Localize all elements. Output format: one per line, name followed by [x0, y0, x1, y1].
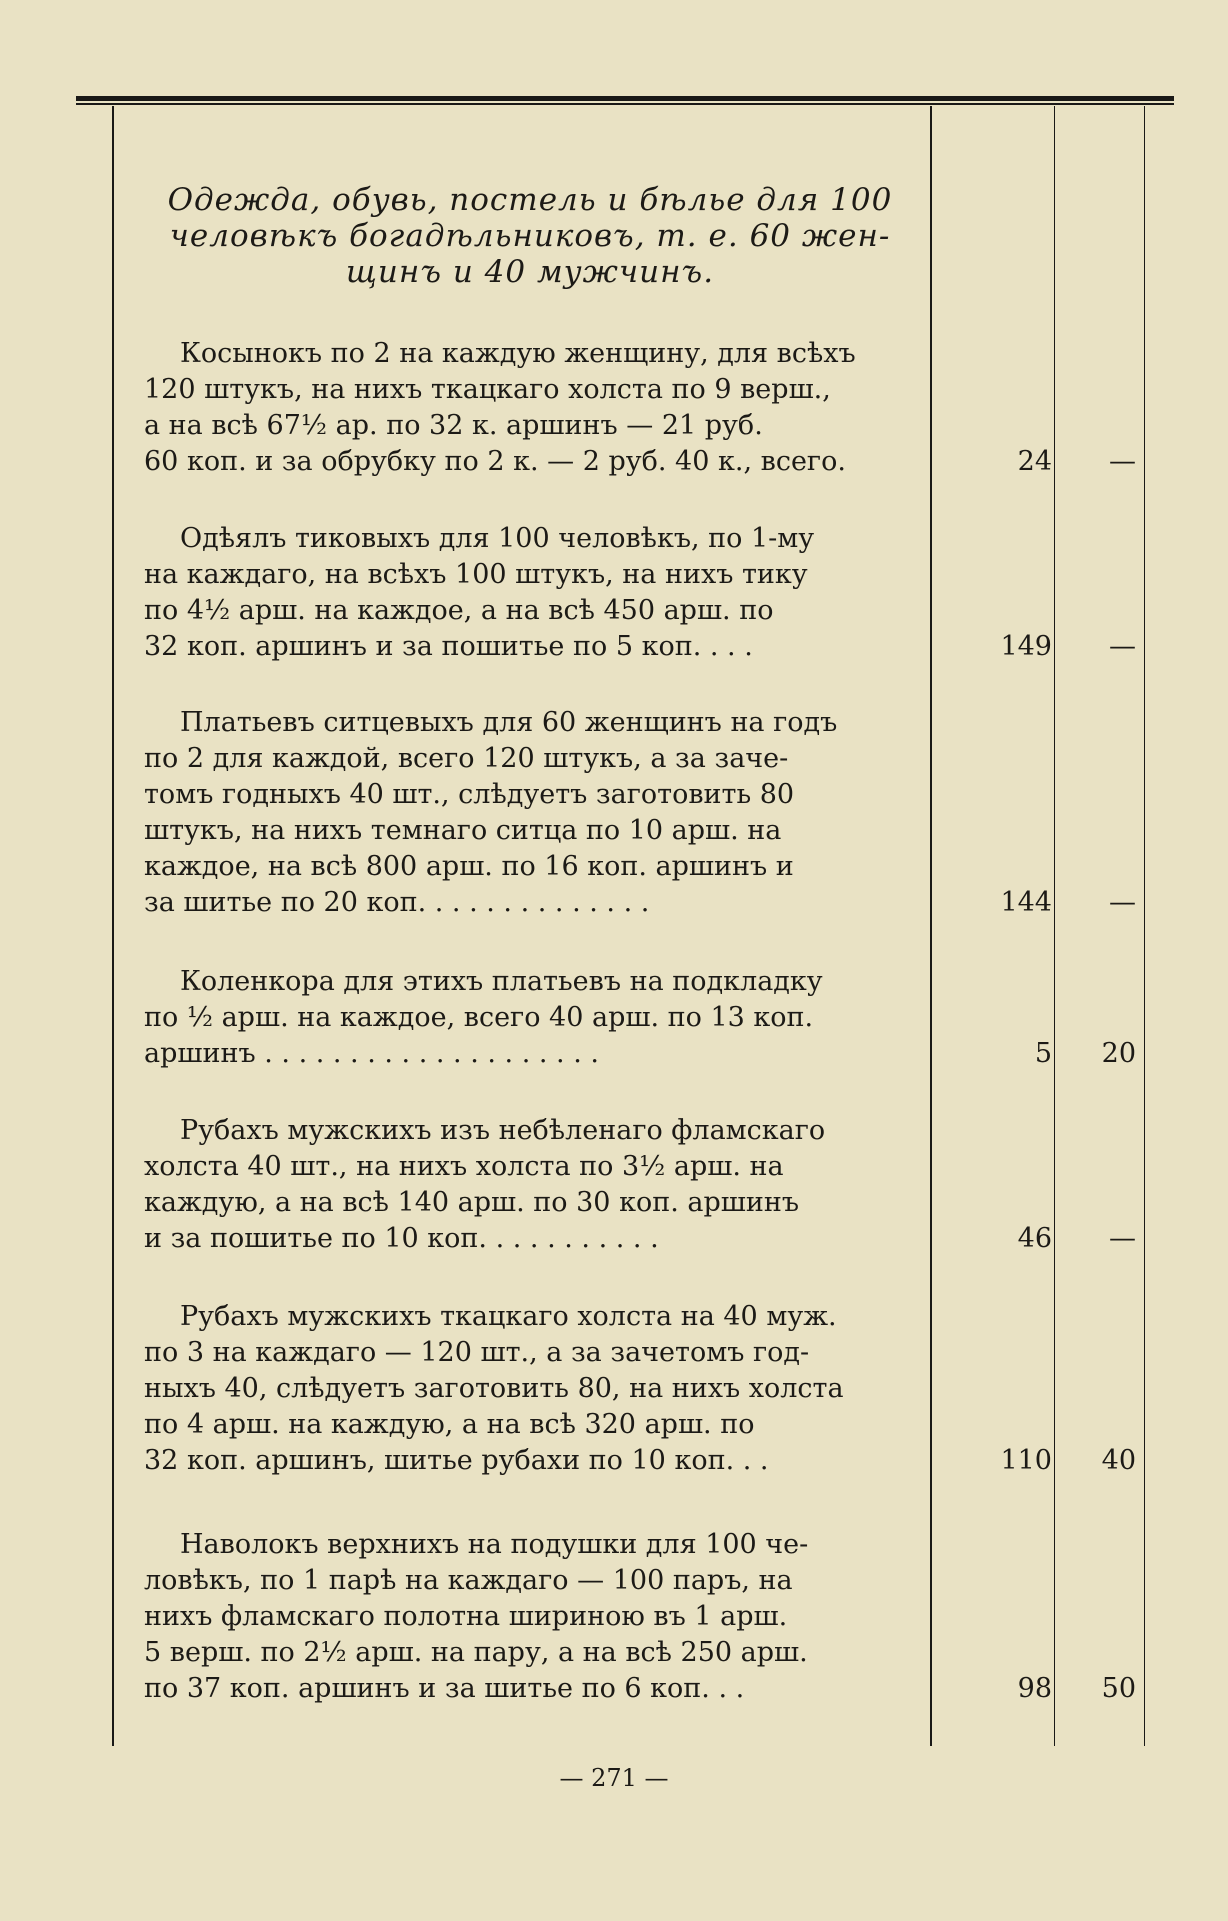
entry-line: 120 штукъ, на нихъ ткацкаго холста по 9 верш., — [144, 374, 831, 405]
entry-line: на каждаго, на всѣхъ 100 штукъ, на нихъ тику — [144, 559, 808, 590]
entry-line: Рубахъ мужскихъ ткацкаго холста на 40 муж. — [180, 1301, 837, 1332]
entry-line: нихъ фламскаго полотна шириною въ 1 арш. — [144, 1601, 788, 1632]
amount-rubles: 98 — [1017, 1673, 1052, 1704]
entry-line: по 4½ арш. на каждое, а на всѣ 450 арш. по — [144, 595, 774, 626]
heading-line: человѣкъ богадѣльниковъ, т. е. 60 жен- — [169, 218, 891, 254]
ledger-entry — [144, 336, 910, 480]
ledger-entry — [144, 1299, 910, 1479]
amount-kopeks: 40 — [1101, 1445, 1136, 1476]
entry-line: ныхъ 40, слѣдуетъ заготовить 80, на нихъ холста — [144, 1373, 844, 1404]
kopek-column-rule — [1054, 106, 1055, 1746]
amount-kopeks: — — [1109, 887, 1136, 918]
amount-rubles: 149 — [1000, 631, 1052, 662]
ruble-column-rule — [930, 106, 932, 1746]
entry-line: томъ годныхъ 40 шт., слѣдуетъ заготовить 80 — [144, 779, 795, 810]
entry-line: ловѣкъ, по 1 парѣ на каждаго — 100 паръ, на — [144, 1565, 793, 1596]
entry-line: 32 коп. аршинъ, шитье рубахи по 10 коп. . . — [144, 1445, 769, 1476]
amount-kopeks: — — [1109, 446, 1136, 477]
left-rule — [112, 106, 114, 1746]
heading-line: Одежда, обувь, постель и бѣлье для 100 — [167, 182, 893, 218]
right-rule — [1144, 106, 1145, 1746]
entry-line: штукъ, на нихъ темнаго ситца по 10 арш. на — [144, 815, 782, 846]
page-number: — 271 — — [559, 1764, 669, 1792]
heading-line: щинъ и 40 мужчинъ. — [345, 254, 715, 290]
amount-kopeks: 20 — [1101, 1038, 1136, 1069]
entry-line: 32 коп. аршинъ и за пошитье по 5 коп. . . . — [144, 631, 753, 662]
top-rule-secondary — [76, 103, 1174, 105]
entry-line: Наволокъ верхнихъ на подушки для 100 че- — [180, 1529, 809, 1560]
entry-line: Косынокъ по 2 на каждую женщину, для всѣхъ — [180, 338, 856, 369]
amount-rubles: 144 — [1000, 887, 1052, 918]
entry-line: Рубахъ мужскихъ изъ небѣленаго фламскаго — [180, 1115, 826, 1146]
entry-line: по 3 на каждаго — 120 шт., а за зачетомъ год- — [144, 1337, 810, 1368]
amount-rubles: 24 — [1017, 446, 1052, 477]
entry-line: холста 40 шт., на нихъ холста по 3½ арш. на — [144, 1151, 784, 1182]
entry-line: а на всѣ 67½ ар. по 32 к. аршинъ — 21 руб. — [144, 410, 763, 441]
entry-line: по 2 для каждой, всего 120 штукъ, а за заче- — [144, 743, 789, 774]
amount-kopeks: 50 — [1101, 1673, 1136, 1704]
ledger-entry — [144, 1113, 910, 1257]
amount-kopeks: — — [1109, 1223, 1136, 1254]
amount-rubles: 110 — [1000, 1445, 1052, 1476]
ledger-entry — [144, 1527, 910, 1707]
ledger-entry — [144, 521, 910, 665]
entry-line: по 37 коп. аршинъ и за шитье по 6 коп. . . — [144, 1673, 745, 1704]
ledger-entry — [144, 705, 910, 921]
top-rule — [76, 96, 1174, 101]
entry-line: Одѣялъ тиковыхъ для 100 человѣкъ, по 1-му — [180, 523, 815, 554]
entry-line: 5 верш. по 2½ арш. на пару, а на всѣ 250 арш. — [144, 1637, 808, 1668]
entry-line: по ½ арш. на каждое, всего 40 арш. по 13 коп. — [144, 1002, 814, 1033]
entry-line: каждое, на всѣ 800 арш. по 16 коп. аршинъ и — [144, 851, 794, 882]
entry-line: и за пошитье по 10 коп. . . . . . . . . . . — [144, 1223, 659, 1254]
entry-line: аршинъ . . . . . . . . . . . . . . . . . . . . — [144, 1038, 599, 1069]
section-heading — [150, 182, 910, 290]
entry-line: Платьевъ ситцевыхъ для 60 женщинъ на годъ — [180, 707, 838, 738]
entry-line: по 4 арш. на каждую, а на всѣ 320 арш. по — [144, 1409, 755, 1440]
entry-line: каждую, а на всѣ 140 арш. по 30 коп. аршинъ — [144, 1187, 800, 1218]
entry-line: 60 коп. и за обрубку по 2 к. — 2 руб. 40 к., всего. — [144, 446, 846, 477]
entry-line: Коленкора для этихъ платьевъ на подкладку — [180, 966, 823, 997]
amount-rubles: 46 — [1017, 1223, 1052, 1254]
entry-line: за шитье по 20 коп. . . . . . . . . . . . . . — [144, 887, 650, 918]
ledger-entry — [144, 964, 910, 1072]
amount-kopeks: — — [1109, 631, 1136, 662]
amount-rubles: 5 — [1034, 1038, 1052, 1069]
